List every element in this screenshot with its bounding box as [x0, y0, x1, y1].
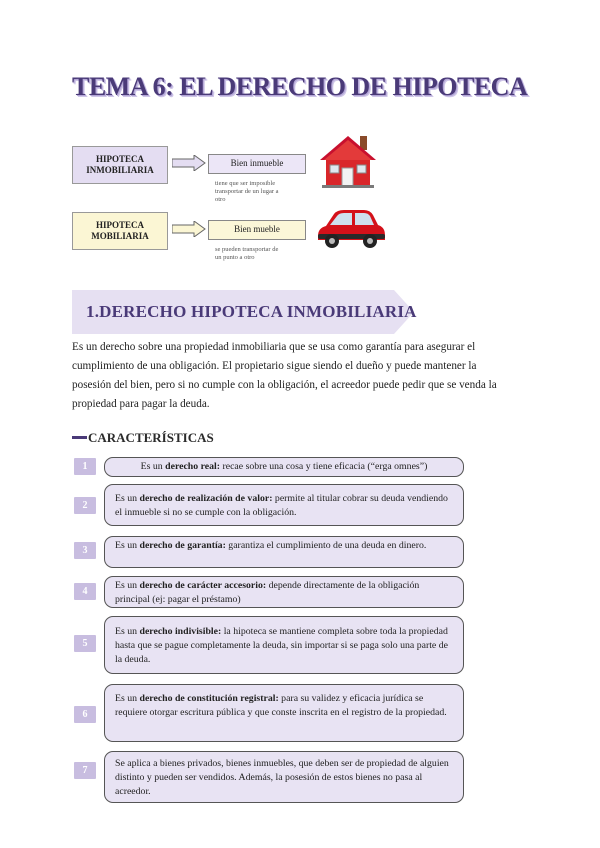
item-number: 6: [74, 706, 96, 723]
page-title: TEMA 6: EL DERECHO DE HIPOTECA: [72, 72, 528, 101]
characteristic-card: [104, 616, 464, 674]
item-number: 3: [74, 542, 96, 559]
card-post: para su validez y eficacia jurídica se requiere otorgar escritura pública y que conste inscrita en el registro de la propiedad.: [115, 693, 447, 718]
card-pre: Es un: [115, 693, 140, 704]
card-post: Se aplica a bienes privados, bienes inmuebles, que deben ser de propiedad de alguien distinto y pueden ser vendidos. Además, la posesión de estos bienes no pasa al acreedor.: [115, 758, 449, 797]
card-post: la hipoteca se mantiene completa sobre toda la propiedad hasta que se pague completamente la deuda, sin importar si se paga solo una parte de la deuda.: [115, 626, 448, 665]
hipoteca-inmobiliaria-box: HIPOTECA INMOBILIARIA: [72, 146, 168, 184]
card-post: depende directamente de la obligación principal (ej: pagar el préstamo): [115, 580, 420, 605]
card-bold: derecho real:: [165, 461, 221, 472]
item-number: 1: [74, 458, 96, 475]
characteristic-card: [104, 684, 464, 742]
card-pre: Es un: [140, 461, 166, 472]
intro-paragraph: Es un derecho sobre una propiedad inmobiliaria que se usa como garantía para asegurar el cumplimiento de una obligación. El propietario sigue siendo el dueño y puede mantener la posesión del bien, pero si no cumple con la obligación, el acreedor puede pedir que se venda la propiedad para pagar la deuda.: [72, 341, 497, 410]
bien-mueble-label: Bien mueble: [208, 220, 306, 240]
card-pre: Es un: [115, 626, 140, 637]
arrow-right-icon: [172, 221, 206, 237]
characteristic-card: [104, 457, 464, 477]
characteristics-heading-text: CARACTERÍSTICAS: [88, 430, 214, 445]
card-bold: derecho de carácter accesorio:: [139, 580, 267, 591]
section-heading: 1.DERECHO HIPOTECA INMOBILIARIA: [86, 302, 417, 321]
card-pre: Es un: [115, 493, 140, 504]
characteristic-card: [104, 484, 464, 526]
item-number: 5: [74, 635, 96, 652]
arrow-right-icon: [172, 155, 206, 171]
card-bold: derecho de realización de valor:: [139, 493, 273, 504]
card-pre: Es un: [115, 540, 140, 551]
bien-inmueble-label: Bien inmueble: [208, 154, 306, 174]
characteristics-heading: [72, 430, 214, 446]
heading-bar-icon: [72, 436, 87, 439]
bien-inmueble-note: tiene que ser imposible transportar de un lugar a otro: [215, 180, 279, 203]
item-number: 2: [74, 497, 96, 514]
card-bold: derecho de constitución registral:: [139, 693, 279, 704]
item-number: 4: [74, 583, 96, 600]
card-post: permite al titular cobrar su deuda vendiendo el inmueble si no se cumple con la obligación.: [115, 493, 448, 518]
card-post: garantiza el cumplimiento de una deuda en dinero.: [225, 540, 427, 551]
characteristic-card: [104, 576, 464, 608]
card-post: recae sobre una cosa y tiene eficacia (“erga omnes”): [220, 461, 428, 472]
car-icon: [314, 206, 388, 250]
characteristic-card: [104, 536, 464, 568]
item-number: 7: [74, 762, 96, 779]
hipoteca-mobiliaria-box: HIPOTECA MOBILIARIA: [72, 212, 168, 250]
card-pre: Es un: [115, 580, 140, 591]
card-bold: derecho indivisible:: [139, 626, 222, 637]
characteristic-card: [104, 751, 464, 803]
bien-mueble-note: se pueden transportar de un punto a otro: [215, 246, 279, 261]
house-icon: [318, 134, 378, 188]
card-bold: derecho de garantía:: [139, 540, 226, 551]
